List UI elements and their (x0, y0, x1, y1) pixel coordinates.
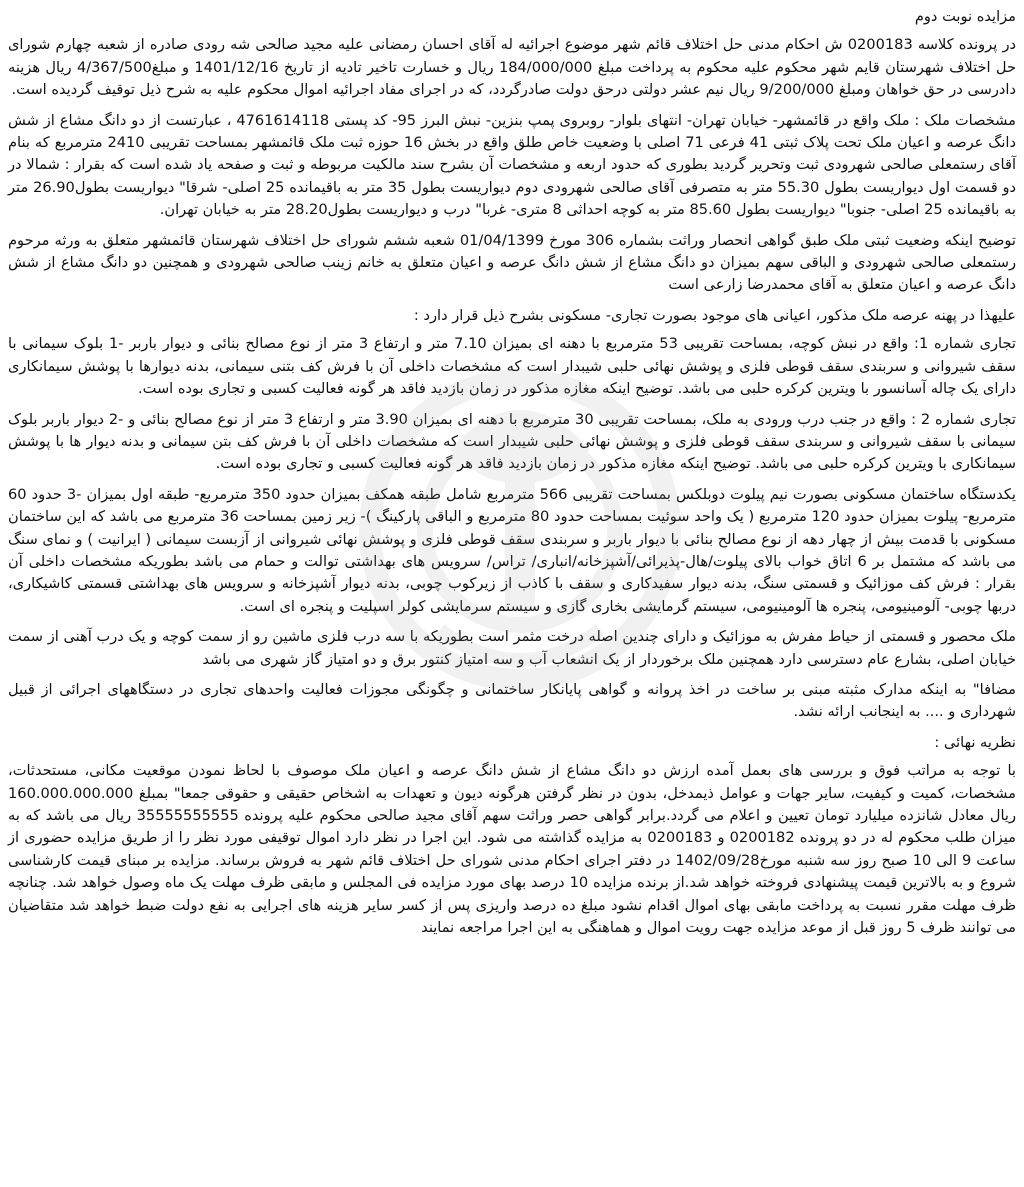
paragraph-yard-utilities: ملک محصور و قسمتی از حیاط مفرش به موزائیک و دارای چندین اصله درخت مثمر است بطوریکه با سه درب فلزی ماشین رو از سمت کوچه و یک درب آهنی از سمت خیابان اصلی، بشارع عام دسترسی دارد همچنین ملک برخوردار از یک انشعاب آب و سه امتیاز کنتور برق و دو امتیاز گاز شهری می باشد (8, 628, 1016, 668)
paragraph-buildings-intro: علیهذا در پهنه عرصه ملک مذکور، اعیانی های موجود بصورت تجاری- مسکونی بشرح ذیل قرار دارد : (413, 306, 1016, 324)
paragraph-registration-status: توضیح اینکه وضعیت ثبتی ملک طبق گواهی انحصار وراثت بشماره 306 مورخ 01/04/1399 شعبه ششم شورای حل اختلاف شهرستان قائمشهر متعلق به ورثه مرحوم رستمعلی صالحی شهرودی و الباقی سهم بمیزان دو دانگ مشاع از شش دانگ عرصه و اعیان متعلق به خانم زینب صالحی شهرودی و همچنین دو دانگ مشاع از شش دانگ عرصه و اعیان متعلق به آقای محمدرضا زارعی است (8, 231, 1016, 294)
paragraph-final-opinion: با توجه به مراتب فوق و بررسی های بعمل آمده ارزش دو دانگ مشاع از شش دانگ عرصه و اعیان ملک موصوف با لحاظ نمودن موقعیت مکانی، مستحدثات، مشخصات، کمیت و کیفیت، سایر جهات و عوامل ذیمدخل، بدون در نظر گرفتن هرگونه دیون و تعهدات به اشخاص حقیقی و حقوقی جمعا" بمبلغ 160.000.000.000 ریال معادل شانزده میلیارد تومان تعیین و اعلام می گردد.برابر گواهی حصر وراثت سهم آقای مجید صالحی محکوم علیه پرونده 35555555555 ریال می باشد که به میزان طلب محکوم له در دو پرونده 0200182 و 0200183 به مزایده گذاشته می شود. این اجرا در نظر دارد اموال توقیفی مورد نظر را از طریق مزایده حضوری از ساعت 9 الی 10 صبح روز سه شنبه مورخ1402/09/28 در دفتر اجرای احکام مدنی شورای حل اختلاف قائم شهر به فروش برساند. مزایده بر مبنای قیمت کارشناسی شروع و به بالاترین قیمت پیشنهادی فروخته خواهد شد.از برنده مزایده 10 درصد بهای مورد مزایده فی المجلس و مابقی ظرف مهلت یک ماه وصول خواهد شد. چنانچه ظرف مهلت مقرر نسبت به پرداخت مابقی بهای اموال اقدام نشود مبلغ ده درصد واریزی پس از کسر سایر هزینه های اجرایی به نفع دولت ضبط خواهد شد متقاضیان می توانند ظرف 5 روز قبل از موعد مزایده جهت رویت اموال و هماهنگی به این اجرا مراجعه نمایند (8, 762, 1017, 937)
paragraph-residential-building: یکدستگاه ساختمان مسکونی بصورت نیم پیلوت دوبلکس بمساحت تقریبی 566 مترمربع شامل طبقه همکف بمیزان حدود 350 مترمربع- طبقه اول بمیزان -3 حدود 60 مترمربع- پیلوت بمیزان حدود 120 مترمربع ( یک واحد سوئیت بمساحت حدود 80 مترمربع و الباقی پارکینگ )- زیر زمین بمساحت 36 مترمربع می باشد که این ساختمان مسکونی با قدمت بیش از چهار دهه از نوع مصالح بنائی با دیوار باربر و سربندی سقف قوطی فلزی و پوشش نهائی شیروانی از آزبست سیمانی ( ایرانیت ) و نمای سنگ می باشد که مشتمل بر 6 اتاق خواب بالای پیلوت/هال-پذیرائی/آشپزخانه/انباری/ تراس/ سرویس های بهداشتی توالت و حمام می باشد بطوریکه مشخصات داخلی آن بقرار : فرش کف موزائیک و قسمتی سنگ، بدنه دیوار سفیدکاری و سقف با کاذب از زیرکوب چوبی، بدنه دیوار آشپزخانه و سرویس های بهداشتی قسمتی کاشیکاری، دربها چوبی- آلومینیومی، پنجره ها آلومینیومی، سیستم گرمایشی بخاری گازی و سیستم سرمایشی کولر اسپلیت و پنجره ای است. (8, 485, 1016, 615)
paragraph-commercial-1: تجاری شماره 1: واقع در نبش کوچه، بمساحت تقریبی 53 مترمربع با دهنه ای بمیزان 7.10 متر و ارتفاع 3 متر از نوع مصالح بنائی و دیوار باربر -1 بلوک سیمانی با سقف شیروانی و سربندی سقف قوطی فلزی و پوشش نهائی حلبی شیبدار است که مشخصات داخلی آن با فرش کف بتنی سیمانی، بدنه دیوارها با پوشش سیمانکاری دارای یک چاله آسانسور با ویترین کرکره حلبی می باشد. توضیح اینکه مغازه مذکور در زمان بازدید فاقد هر گونه فعالیت کسبی و تجاری بوده است. (8, 335, 1016, 398)
final-heading: نظریه نهائی : (934, 733, 1016, 751)
paragraph-commercial-2: تجاری شماره 2 : واقع در جنب درب ورودی به ملک، بمساحت تقریبی 30 مترمربع با دهنه ای بمیزان 3.90 متر و ارتفاع 3 متر از نوع مصالح بنائی و -2 دیوار باربر بلوک سیمانی با سقف شیروانی و سربندی سقف قوطی فلزی و پوشش نهائی حلبی شیبدار است که مشخصات داخلی آن با فرش کف بتن سیمانی و بدنه دیوار ها با پوشش سیمانکاری با ویترین کرکره حلبی می باشد. توضیح اینکه مغازه مذکور در زمان بازدید فاقد هر گونه فعالیت کسبی و تجاری بوده است. (8, 410, 1016, 473)
page-title: مزایده نوبت دوم (914, 8, 1016, 25)
paragraph-permits: مضافا" به اینکه مدارک مثبته مبنی بر ساخت در اخذ پروانه و گواهی پایانکار ساختمانی و چگونگی مجوزات فعالیت واحدهای تجاری در دستگاههای اجرائی از قبیل شهرداری و .... به اینجانب ارائه نشد. (8, 680, 1016, 721)
paragraph-property-specs: مشخصات ملک : ملک واقع در قائمشهر- خیابان تهران- انتهای بلوار- روبروی پمپ بنزین- نبش البرز 95- کد پستی 4761614118 ، عبارتست از دو دانگ مشاع از شش دانگ عرصه و اعیان ملک تحت پلاک ثبتی 41 فرعی 71 اصلی با وضعیت خاص طلق واقع در بخش 16 حوزه ثبت ملک قائمشهر بمساحت تقریبی 2410 مترمربع که بنام آقای رستمعلی صالحی شهرودی ثبت وتحریر گردید بطوری که حدود اربعه و مشخصات آن بشرح سند مالکیت مربوطه و ثبت و صفحه یاد شده است که بقرار : شمالا در دو قسمت اول دیواریست بطول 55.30 متر به متصرفی آقای صالحی شهرودی دوم دیواریست بطول 35 متر به باقیمانده 25 اصلی- شرقا" دیواریست بطول26.90 متر به باقیمانده 25 اصلی- جنوبا" دیواریست بطول 85.60 متر به کوچه احداثی 8 متری- غربا" درب و دیواریست بطول28.20 متر به خیابان تهران. (8, 111, 1017, 219)
paragraph-intro: در پرونده کلاسه 0200183 ش احکام مدنی حل اختلاف قائم شهر موضوع اجرائیه له آقای احسان رمضانی علیه مجید صالحی شه رودی صادره از شعبه چهارم شورای حل اختلاف شهرستان قایم شهر محکوم علیه محکوم به پرداخت مبلغ 184/000/000 ریال و خسارت تاخیر تادیه از تاریخ 1401/12/16 و مبلغ4/367/500 ریال هزینه دادرسی در حق خواهان ومبلغ 9/200/000 ریال نیم عشر دولتی درحق دولت صادرگردد، که در اجرای مفاد اجرائیه اموال محکوم علیه به شرح ذیل توقیف گردیده است. (8, 36, 1017, 99)
